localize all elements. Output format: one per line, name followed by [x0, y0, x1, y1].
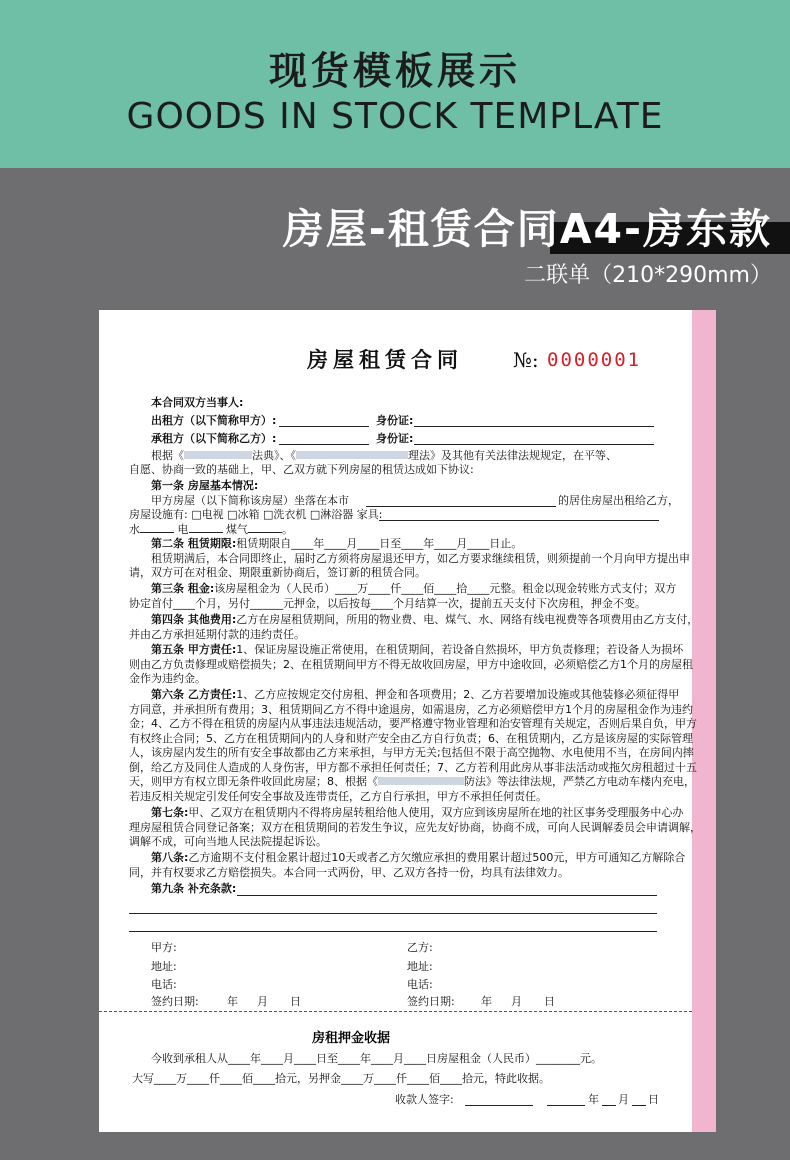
article-1-line-2: 房屋设施有: □电视 □冰箱 □洗衣机 □淋浴器 家具: [129, 508, 383, 521]
supplement-line-2 [129, 913, 657, 914]
period: 。 [282, 523, 293, 536]
sign-month-b: 月 [511, 995, 522, 1008]
sign-date-a: 签约日期: [151, 995, 199, 1008]
article-7-line-1 [151, 806, 683, 819]
article-6-line-7 [129, 775, 695, 788]
article-8-line-2: 同，并有权要求乙方赔偿损失。本合同一式两份，甲、乙双方各持一份，均具有法律效力。 [129, 866, 569, 879]
article-3-line-1 [151, 582, 676, 595]
sign-year-a: 年 [227, 995, 238, 1008]
receipt-month-line [602, 1105, 616, 1106]
article-1-line-1a: 甲方房屋（以下简称该房屋）坐落在本市 [151, 494, 349, 507]
article-6-line-8: 若违反相关规定引发任何安全事故及连带责任，乙方自行承担，甲方不承担任何责任。 [129, 790, 547, 803]
receipt-signer-line [465, 1105, 533, 1106]
article-4-line-1 [151, 613, 698, 626]
article-6-line-5: 人，该房屋内发生的所有安全事故都由乙方来承担，与甲方无关;包括但不限于高空抛物、水电使用不当，在房间内摔 [129, 746, 694, 759]
article-2-line-1 [151, 537, 522, 550]
article-6-line-1 [151, 688, 679, 701]
water-line [140, 522, 174, 533]
article-5-line-2: 则由乙方负责修理或赔偿损失；2、在租赁期间甲方不得无故收回房屋，甲方中途收回，必须赔偿乙方1个月的房屋租 [129, 658, 693, 671]
receipt-day: 日 [648, 1093, 659, 1106]
lessee-id-line [414, 444, 654, 445]
article-3-line-2: 协定首付____个月，另付______元押金，以后按每____个月结算一次，提前五天支付下次房租，押金不变。 [129, 597, 646, 610]
contract-sheet [99, 310, 701, 1132]
article-3-title: 第三条 租金: [151, 582, 215, 595]
supplement-line-1 [237, 895, 657, 896]
article-1-title: 第一条 房屋基本情况: [151, 479, 259, 492]
preamble-law2: 理法》及其他有关法律法规规定，在平等、 [408, 449, 617, 462]
sign-year-b: 年 [481, 995, 492, 1008]
sign-party-b: 乙方: [407, 941, 433, 954]
address-line [366, 506, 556, 507]
article-5-text: 1、保证房屋设施正常使用，在租赁期间，若设备自然损坏，甲方负责修理；若设备人为损坏 [236, 643, 684, 656]
sign-phone-a: 电话: [151, 978, 177, 991]
sign-phone-b: 电话: [407, 978, 433, 991]
lessor-id-line [414, 426, 654, 427]
sign-day-b: 日 [544, 995, 555, 1008]
article-6-line-6: 倒，给乙方及同住人造成的人身伤害，甲方都不承担任何责任；7、乙方若利用此房从事非法活动或拖欠房租超过十五 [129, 761, 697, 774]
power-label: 电 [177, 523, 189, 536]
article-6-line-2: 方同意，并承担所有费用；3、租赁期间乙方不得中途退房，如需退房，乙方必须赔偿甲方1个月的房屋租金作为违约 [129, 703, 693, 716]
lessee-id-label: 身份证: [376, 432, 414, 445]
receipt-month: 月 [618, 1093, 629, 1106]
article-9-title: 第九条 补充条款: [151, 882, 237, 895]
receipt-title: 房租押金收据 [312, 1031, 391, 1046]
water-label: 水 [129, 523, 140, 536]
gas-label: 煤气 [226, 523, 248, 536]
article-5-line-3: 金作为违约金。 [129, 672, 206, 685]
article-2-text: 租赁期限自____年____月____日至____年____月____日止。 [236, 537, 523, 550]
article-6-text: 1、乙方应按规定交付房租、押金和各项费用；2、乙方若要增加设施或其他装修必须征得甲 [236, 688, 680, 701]
receipt-signer-label: 收款人签字: [395, 1093, 454, 1106]
article-3-text: 该房屋租金为（人民币）____万____仟____佰____拾____元整。租金以现金转账方式支付；双方 [214, 582, 677, 595]
sign-party-a: 甲方: [151, 941, 177, 954]
receipt-line-2: 大写____万____仟____佰____拾元，另押金____万____仟____佰____拾元，特此收据。 [132, 1072, 550, 1085]
article-6-line-7-end: 防法》等法律法规，严禁乙方电动车楼内充电， [464, 775, 695, 788]
lessor-label: 出租方（以下简称甲方）: [151, 414, 277, 427]
receipt-year: 年 [588, 1093, 599, 1106]
article-6-title: 第六条 乙方责任: [151, 688, 237, 701]
article-4-title: 第四条 其他费用: [151, 613, 237, 626]
article-8-title: 第八条: [151, 851, 189, 864]
article-7-title: 第七条: [151, 806, 189, 819]
lessee-line [279, 444, 369, 445]
serial-label: №: [513, 348, 539, 372]
receipt-day-line [632, 1105, 646, 1106]
sign-date-b: 签约日期: [407, 995, 455, 1008]
article-1-line-3 [129, 522, 293, 536]
article-1-line-1b: 的居住房屋出租给乙方， [558, 494, 679, 507]
lessee-label: 承租方（以下简称乙方）: [151, 432, 277, 445]
parties-intro: 本合同双方当事人: [151, 396, 244, 409]
serial-number: 0000001 [547, 349, 642, 371]
preamble-line-1 [151, 449, 617, 462]
sign-day-a: 日 [290, 995, 301, 1008]
sign-address-b: 地址: [407, 960, 433, 973]
article-8-line-1 [151, 851, 685, 864]
blurred-text [378, 777, 464, 785]
article-8-text: 乙方逾期不支付租金累计超过10天或者乙方欠缴应承担的费用累计超过500元，甲方可通知乙方解除合 [188, 851, 686, 864]
article-6-line-4: 有权终止合同；5、乙方在租赁期间内的人身和财产安全由乙方自行负责；6、在租赁期内，乙方是该房屋的实际管理 [129, 732, 693, 745]
article-5-title: 第五条 甲方责任: [151, 643, 237, 656]
blurred-text [184, 451, 252, 459]
furniture-line [379, 520, 659, 521]
article-7-text: 甲、乙双方在租赁期内不得将房屋转租给他人使用，双方应到该房屋所在地的社区事务受理服务中心办 [188, 806, 684, 819]
preamble-start: 根据《 [151, 449, 184, 462]
article-4-text: 乙方在房屋租赁期间，所用的物业费、电、煤气、水、网络有线电视费等各项费用由乙方支付， [236, 613, 699, 626]
receipt-line-1: 今收到承租人从____年____月____日至____年____月____日房屋租金（人民币）________元。 [151, 1052, 602, 1065]
blurred-text [296, 451, 408, 459]
preamble-law1: 法典》、《 [252, 449, 296, 462]
article-2-line-3: 请，双方可在对租金、期限重新协商后，签订新的租赁合同。 [129, 566, 426, 579]
article-2-title: 第二条 租赁期限: [151, 537, 237, 550]
header-title-en: GOODS IN STOCK TEMPLATE [126, 96, 664, 137]
product-subtitle: 二联单（210*290mm） [524, 263, 772, 288]
gas-line [248, 522, 282, 533]
article-2-line-2: 租赁期满后，本合同即终止，届时乙方须将房屋退还甲方，如乙方要求继续租赁，则须提前一个月向甲方提出申 [151, 552, 690, 565]
article-4-line-2: 并由乙方承担延期付款的违约责任。 [129, 628, 305, 641]
article-7-line-3: 调解不成，可向当地人民法院提起诉讼。 [129, 835, 327, 848]
header-title-cn: 现货模板展示 [268, 49, 521, 93]
power-line [189, 522, 223, 533]
contract-title: 房屋租赁合同 [307, 348, 463, 372]
article-6-line-3: 金；4、乙方不得在租赁的房屋内从事违法违规活动，要严格遵守物业管理和治安管理有关规定，否则后果自负，甲方 [129, 717, 697, 730]
article-7-line-2: 理房屋租赁合同登记备案；双方在租赁期间的若发生争议，应先友好协商，协商不成，可向人民调解委员会申请调解， [129, 821, 701, 834]
sign-month-a: 月 [257, 995, 268, 1008]
lessor-id-label: 身份证: [376, 414, 414, 427]
receipt-year-line [547, 1105, 585, 1106]
article-6-line-7-start: 天，则甲方有权立即无条件收回此房屋；8、根据《 [129, 775, 378, 788]
preamble-line-2: 自愿、协商一致的基础上，甲、乙双方就下列房屋的租赁达成如下协议: [129, 463, 474, 476]
sign-address-a: 地址: [151, 960, 177, 973]
product-title: 房屋-租赁合同A4-房东款 [282, 205, 772, 253]
article-5-line-1 [151, 643, 683, 656]
supplement-line-3 [129, 931, 657, 932]
tear-line [99, 1011, 692, 1012]
lessor-line [279, 426, 369, 427]
header-band [0, 0, 790, 168]
